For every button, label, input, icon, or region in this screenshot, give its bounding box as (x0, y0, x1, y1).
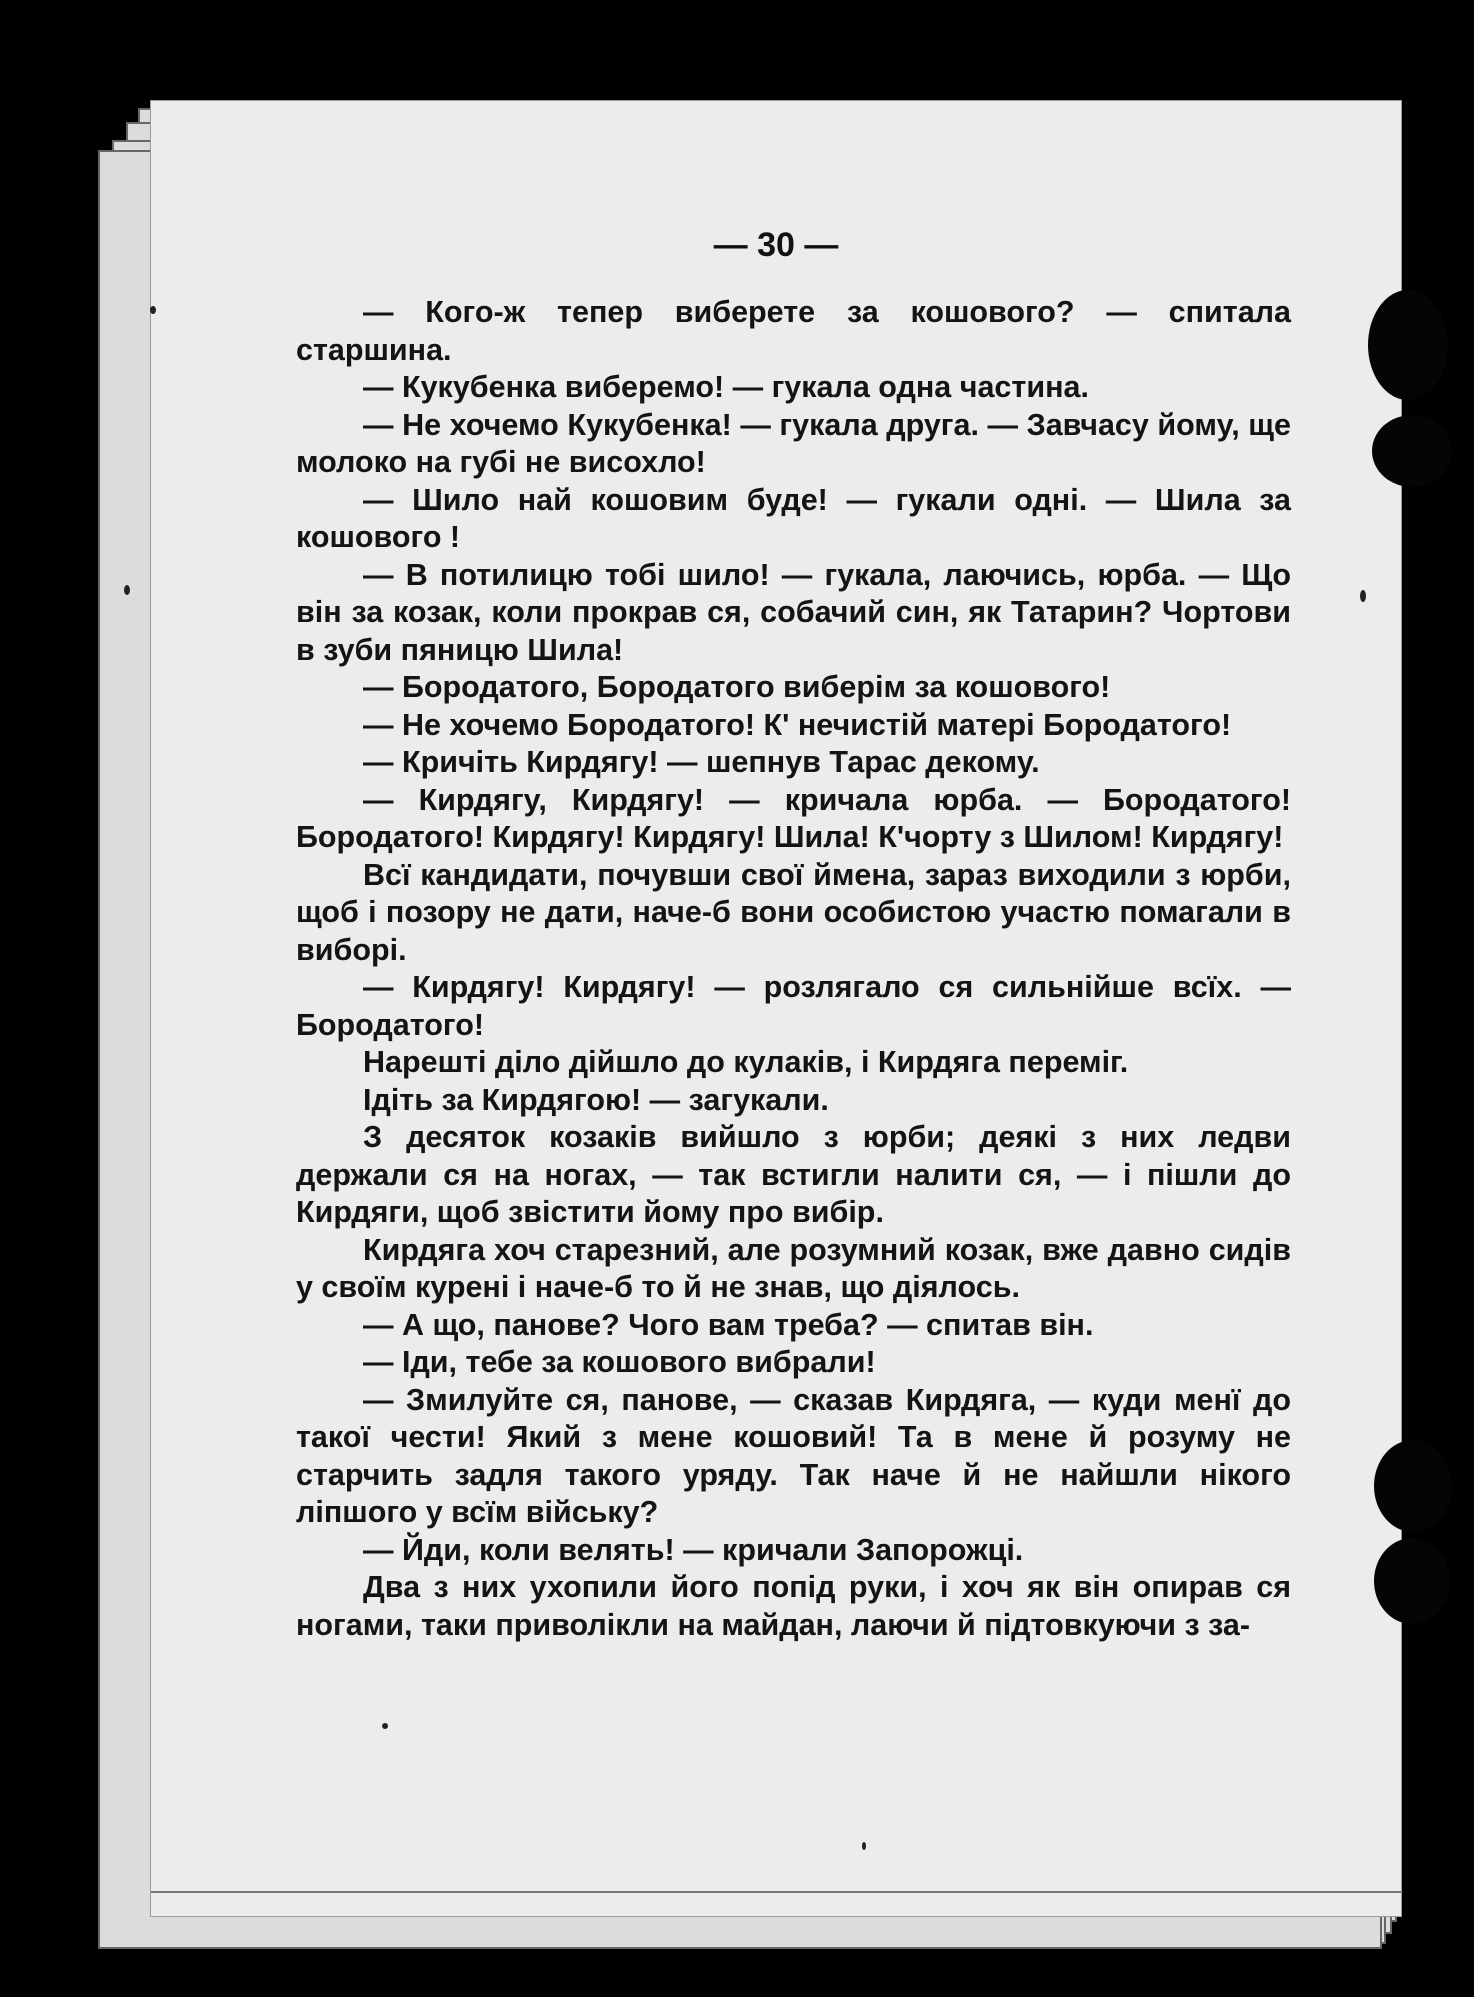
paragraph: Ідіть за Кирдягою! — загукали. (363, 1082, 829, 1117)
paragraph: Нарешті діло дійшло до кулаків, і Кирдяга переміг. (363, 1045, 1129, 1079)
paragraph: — Кого-ж тепер виберете за кошового? — спитала старшина. (296, 295, 1291, 367)
paragraph: — Не хочемо Бородатого! К' нечистій матері Бородатого! (363, 707, 1232, 742)
paragraph: — А що, панове? Чого вам треба? — спитав він. (363, 1307, 1094, 1342)
book-page (150, 100, 1402, 1917)
binding-hole (1374, 1440, 1452, 1532)
paragraph: — Змилуйте ся, панове, — сказав Кирдяга, — куди менї до такої чести! Який з мене кошовий! Та в мене й розуму не старчить задля такого уряду. Так наче й не найшли нікого ліпшого у всїм війську? (296, 1382, 1291, 1529)
paragraph: — Кирдягу, Кирдягу! — кричала юрба. — Бородатого! Бородатого! Кирдягу! Кирдягу! Шила! К'чорту з Шилом! Кирдягу! (296, 782, 1291, 854)
paragraph: — Кричіть Кирдягу! — шепнув Тарас декому. (363, 745, 1040, 779)
page-bottom-line (151, 1891, 1401, 1893)
ink-speck (1360, 590, 1366, 602)
paragraph: Всї кандидати, почувши свої ймена, зараз виходили з юрби, щоб і позору не дати, наче-б вони особистою участю помагали в виборі. (296, 857, 1291, 967)
paragraph: Два з них ухопили його попід руки, і хоч як він опирав ся ногами, таки приволікли на майдан, лаючи й підтовкуючи з за- (296, 1570, 1291, 1642)
paragraph: — В потилицю тобі шило! — гукала, лаючись, юрба. — Що він за козак, коли прокрав ся, собачий син, як Татарин? Чортови в зуби пяницю Шила! (296, 557, 1291, 667)
binding-hole (1372, 415, 1452, 487)
ink-speck (150, 306, 156, 314)
ink-speck (862, 1842, 866, 1850)
binding-hole (1374, 1538, 1450, 1624)
paragraph: — Кирдягу! Кирдягу! — розлягало ся сильнійше всїх. — Бородатого! (296, 970, 1291, 1042)
paragraph: — Шило най кошовим буде! — гукали одні. — Шила за кошового ! (296, 482, 1291, 554)
page-number: — 30 — (713, 226, 839, 264)
paragraph: — Йди, коли велять! — кричали Запорожці. (363, 1532, 1024, 1567)
paragraph: — Бородатого, Бородатого виберім за кошового! (363, 670, 1111, 704)
paragraph: З десяток козаків вийшло з юрби; деякі з них ледви держали ся на ногах, — так встигли налити ся, — і пішли до Кирдяги, щоб звістити йому про вибір. (296, 1120, 1291, 1229)
paragraph: — Іди, тебе за кошового вибрали! (363, 1345, 876, 1379)
paragraph: — Не хочемо Кукубенка! — гукала друга. — Завчасу йому, ще молоко на губі не висохло! (296, 407, 1291, 479)
paragraph: Кирдяга хоч старезний, але розумний козак, вже давно сидів у своїм курені і наче-б то й не знав, що діялось. (296, 1232, 1291, 1304)
ink-speck (382, 1723, 388, 1729)
page-text (296, 294, 1291, 1644)
paragraph: — Кукубенка виберемо! — гукала одна частина. (363, 370, 1089, 404)
binding-hole (1368, 290, 1448, 400)
ink-speck (124, 585, 130, 595)
